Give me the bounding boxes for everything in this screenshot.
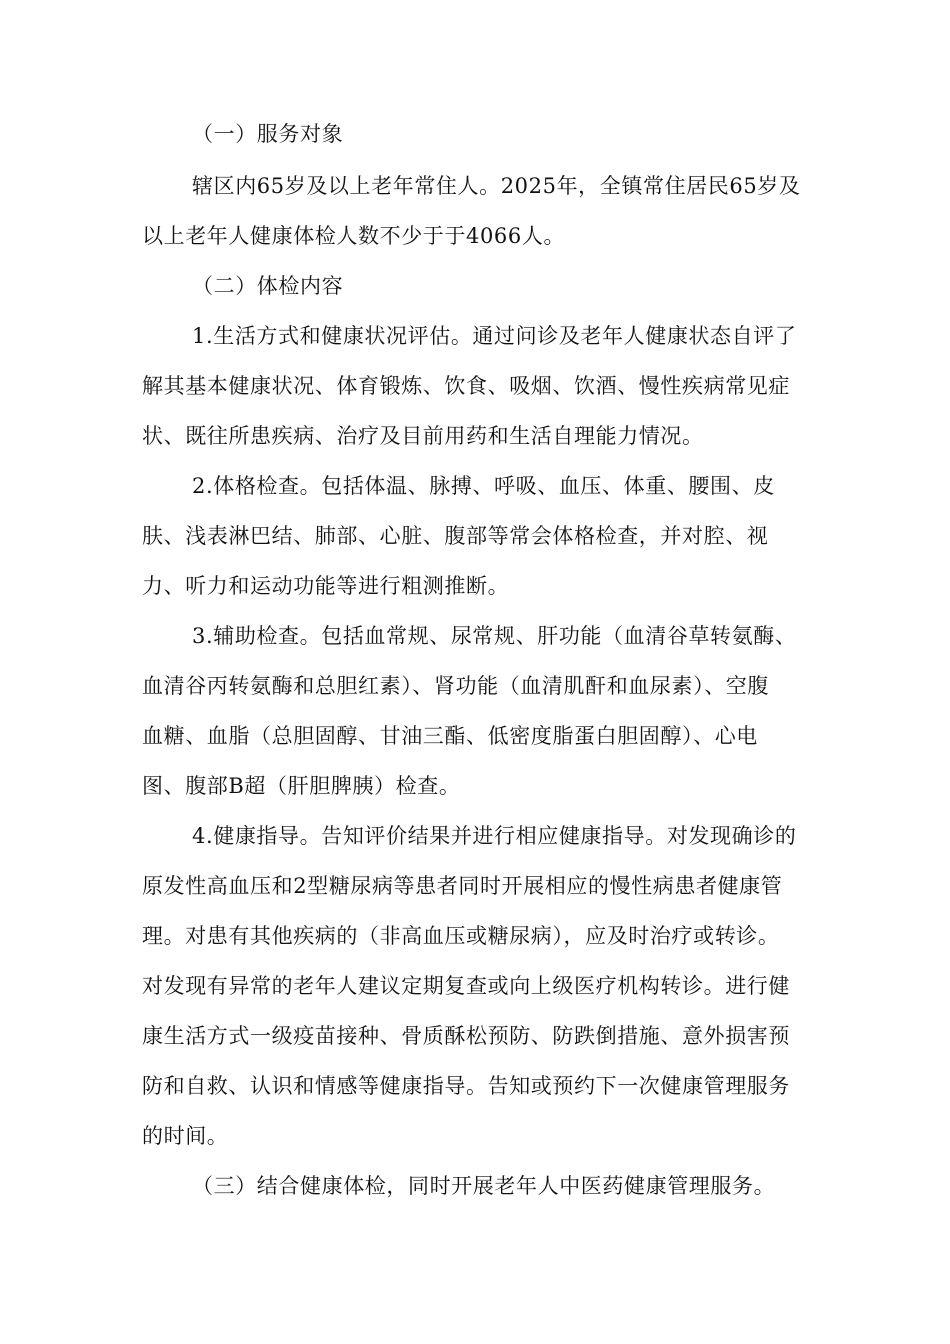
paragraph-line: 3.辅助检查。包括血常规、尿常规、肝功能（血清谷草转氨酶、: [192, 624, 797, 648]
paragraph-line: 图、腹部B超（肝胆脾胰）检查。: [142, 774, 461, 798]
paragraph-line: 对发现有异常的老年人建议定期复查或向上级医疗机构转诊。进行健: [142, 974, 790, 998]
paragraph-line: 理。对患有其他疾病的（非高血压或糖尿病），应及时治疗或转诊。: [142, 924, 780, 948]
paragraph-line: 解其基本健康状况、体育锻炼、饮食、吸烟、饮酒、慢性疾病常见症: [142, 374, 790, 398]
section-heading-exam-content: （二）体检内容: [192, 274, 344, 298]
paragraph-line: 状、既往所患疾病、治疗及目前用药和生活自理能力情况。: [142, 424, 704, 448]
document-page: [142, 0, 832, 1344]
paragraph-line: 原发性高血压和2型糖尿病等患者同时开展相应的慢性病患者健康管: [142, 874, 783, 898]
paragraph-line: 康生活方式一级疫苗接种、骨质酥松预防、防跌倒措施、意外损害预: [142, 1024, 790, 1048]
paragraph-line: 辖区内65岁及以上老年常住人。2025年，全镇常住居民65岁及: [192, 174, 801, 198]
paragraph-line: 4.健康指导。告知评价结果并进行相应健康指导。对发现确诊的: [192, 824, 797, 848]
paragraph-line: 力、听力和运动功能等进行粗测推断。: [142, 574, 510, 598]
paragraph-line: 1.生活方式和健康状况评估。通过问诊及老年人健康状态自评了: [192, 324, 797, 348]
paragraph-line: 2.体格检查。包括体温、脉搏、呼吸、血压、体重、腰围、皮: [192, 474, 775, 498]
paragraph-line: 的时间。: [142, 1124, 229, 1148]
paragraph-line: 血糖、血脂（总胆固醇、甘油三酯、低密度脂蛋白胆固醇）、心电: [142, 724, 758, 748]
section-heading-tcm-service: （三）结合健康体检，同时开展老年人中医药健康管理服务。: [192, 1174, 776, 1198]
paragraph-line: 防和自救、认识和情感等健康指导。告知或预约下一次健康管理服务: [142, 1074, 790, 1098]
paragraph-line: 血清谷丙转氨酶和总胆红素）、肾功能（血清肌酐和血尿素）、空腹: [142, 674, 769, 698]
paragraph-line: 以上老年人健康体检人数不少于于4066人。: [142, 224, 566, 248]
paragraph-line: 肤、浅表淋巴结、肺部、心脏、腹部等常会体格检查，并对腔、视: [142, 524, 769, 548]
section-heading-service-target: （一）服务对象: [192, 122, 344, 146]
